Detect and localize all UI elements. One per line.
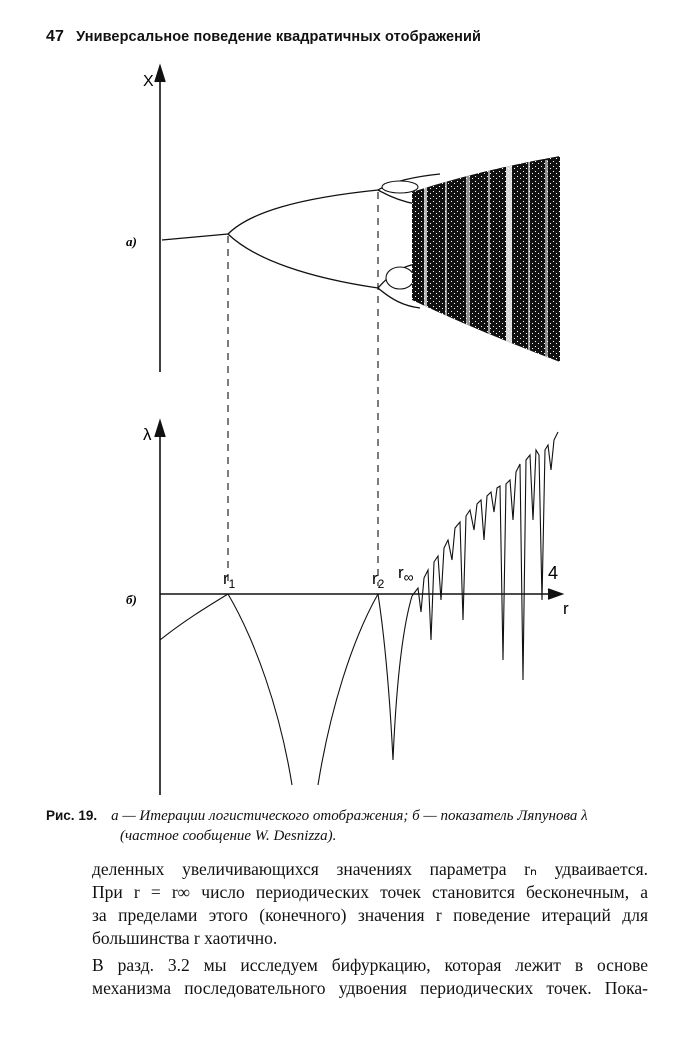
caption-line-2: (частное сообщение W. Desnizza).	[120, 828, 337, 844]
page-number: 47	[46, 28, 64, 45]
lyapunov-curve	[160, 432, 558, 785]
p2-line-2: механизма последовательного удвоения периодических точек. Пока-	[92, 978, 648, 998]
panel-a-label: а)	[126, 234, 137, 249]
rinf-mark: $r_\infty$	[398, 563, 414, 585]
panel-b-label: б)	[126, 592, 137, 607]
figure-caption	[46, 806, 666, 846]
panel-a-y-axis	[155, 66, 165, 372]
p1-line-1: деленных увеличивающихся значениях параметра rₙ удваивается.	[92, 859, 648, 879]
paragraph-2	[92, 954, 648, 1000]
caption-line-1: а — Итерации логистического отображения; б — показатель Ляпунова λ	[111, 808, 588, 824]
p1-line-4: большинства r хаотично.	[92, 928, 278, 948]
p2-line-1: В разд. 3.2 мы исследуем бифуркацию, которая лежит в основе	[92, 955, 648, 975]
x-axis-label: r	[563, 599, 569, 618]
four-mark: 4	[548, 563, 559, 583]
panel-a-y-label: X	[143, 73, 154, 90]
panel-b-axes	[155, 421, 562, 795]
p1-line-3: за пределами этого (конечного) значения r поведение итераций для	[92, 905, 648, 925]
panel-b-y-label: λ	[143, 425, 152, 444]
r2-mark: $r_2$	[372, 569, 385, 591]
caption-label: Рис. 19.	[46, 808, 98, 823]
paragraph-1	[92, 858, 648, 950]
running-title: Универсальное поведение квадратичных отображений	[76, 29, 482, 45]
p1-line-2: При r = r∞ число периодических точек становится бесконечным, а	[92, 882, 648, 902]
r1-mark: $r_1$	[223, 569, 236, 591]
chaotic-region	[405, 150, 565, 370]
body-text	[92, 858, 648, 1000]
